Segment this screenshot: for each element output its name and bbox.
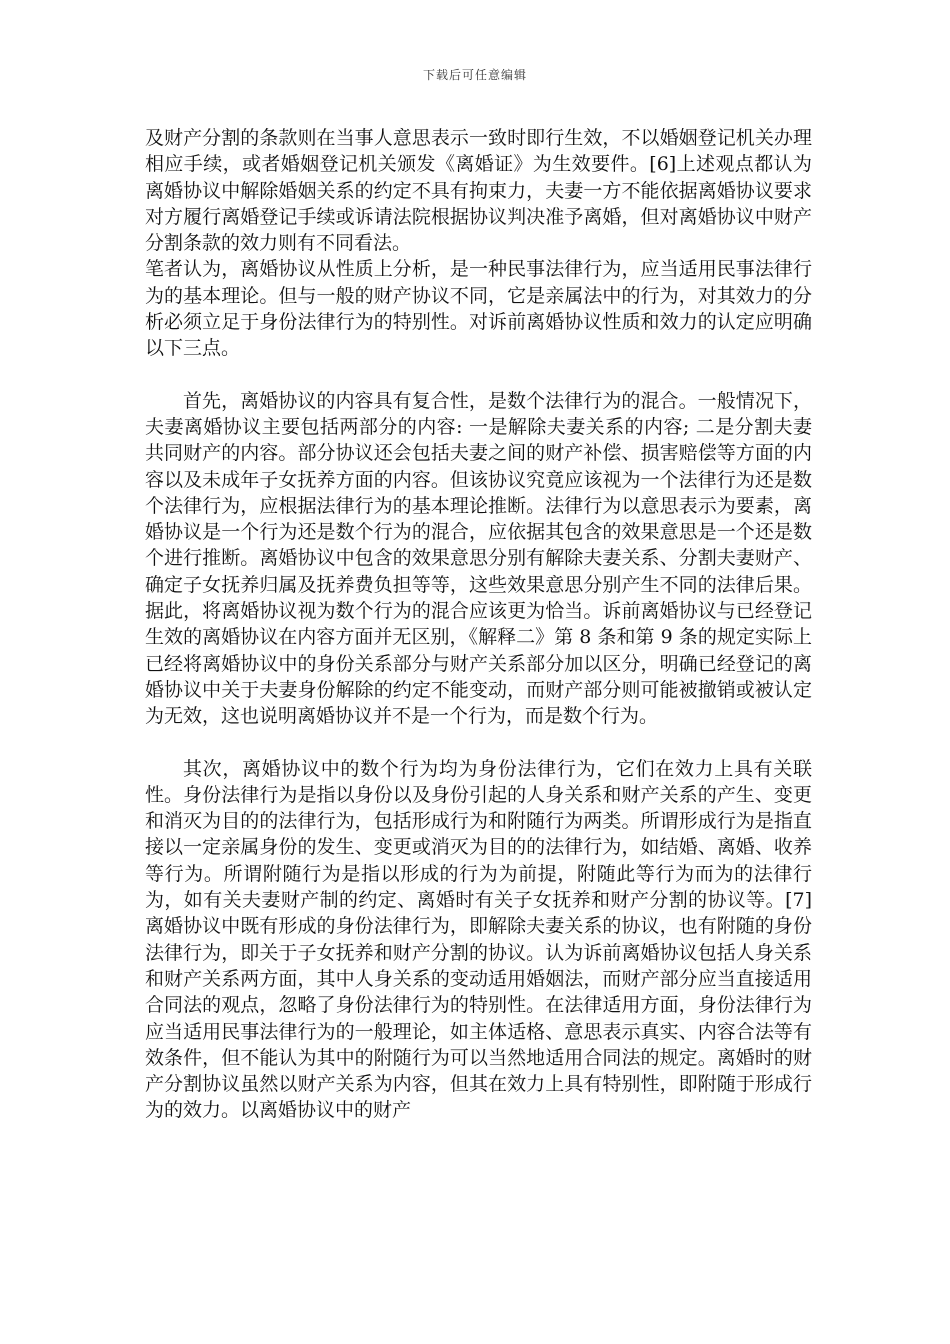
- paragraph-gap: [145, 730, 812, 756]
- paragraph-4: 其次，离婚协议中的数个行为均为身份法律行为，它们在效力上具有关联性。身份法律行为是指以身份以及身份引起的人身关系和财产关系的产生、变更和消灭为目的的法律行为，包括形成行为和附随行为两类。所谓形成行为是指直接以一定亲属身份的发生、变更或消灭为目的的法律行为，如结婚、离婚、收养等行为。所谓附随行为是指以形成的行为为前提，附随此等行为而为的法律行为，如有关夫妻财产制的约定、离婚时有关子女抚养和财产分割的协议等。[7]离婚协议中既有形成的身份法律行为，即解除夫妻关系的协议，也有附随的身份法律行为，即关于子女抚养和财产分割的协议。认为诉前离婚协议包括人身关系和财产关系两方面，其中人身关系的变动适用婚姻法，而财产部分应当直接适用合同法的观点，忽略了身份法律行为的特别性。在法律适用方面，身份法律行为应当适用民事法律行为的一般理论，如主体适格、意思表示真实、内容合法等有效条件，但不能认为其中的附随行为可以当然地适用合同法的规定。离婚时的财产分割协议虽然以财产关系为内容，但其在效力上具有特别性，即附随于形成行为的效力。以离婚协议中的财产: [145, 757, 812, 1122]
- paragraph-2: 笔者认为，离婚协议从性质上分析，是一种民事法律行为，应当适用民事法律行为的基本理论。但与一般的财产协议不同，它是亲属法中的行为，对其效力的分析必须立足于身份法律行为的特别性。对诉前离婚协议性质和效力的认定应明确以下三点。: [145, 258, 812, 360]
- paragraph-3: 首先，离婚协议的内容具有复合性，是数个法律行为的混合。一般情况下，夫妻离婚协议主要包括两部分的内容: 一是解除夫妻关系的内容; 二是分割夫妻共同财产的内容。部分协议还会包括夫妻之间的财产补偿、损害赔偿等方面的内容以及未成年子女抚养方面的内容。但该协议究竟应该视为一个法律行为还是数个法律行为，应根据法律行为的基本理论推断。法律行为以意思表示为要素，离婚协议是一个行为还是数个行为的混合，应依据其包含的效果意思是一个还是数个进行推断。离婚协议中包含的效果意思分别有解除夫妻关系、分割夫妻财产、确定子女抚养归属及抚养费负担等等，这些效果意思分别产生不同的法律后果。据此，将离婚协议视为数个行为的混合应该更为恰当。诉前离婚协议与已经登记生效的离婚协议在内容方面并无区别，《解释二》第 8 条和第 9 条的规定实际上已经将离婚协议中的身份关系部分与财产关系部分加以区分，明确已经登记的离婚协议中关于夫妻身份解除的约定不能变动，而财产部分则可能被撤销或被认定为无效，这也说明离婚协议并不是一个行为，而是数个行为。: [145, 389, 812, 728]
- document-body: [145, 125, 812, 1124]
- page-header: 下载后可任意编辑: [422, 68, 527, 82]
- paragraph-1: 及财产分割的条款则在当事人意思表示一致时即行生效，不以婚姻登记机关办理相应手续，或者婚姻登记机关颁发《离婚证》为生效要件。[6]上述观点都认为离婚协议中解除婚姻关系的约定不具有拘束力，夫妻一方不能依据离婚协议要求对方履行离婚登记手续或诉请法院根据协议判决准予离婚，但对离婚协议中财产分割条款的效力则有不同看法。: [145, 127, 812, 255]
- paragraph-gap: [145, 362, 812, 388]
